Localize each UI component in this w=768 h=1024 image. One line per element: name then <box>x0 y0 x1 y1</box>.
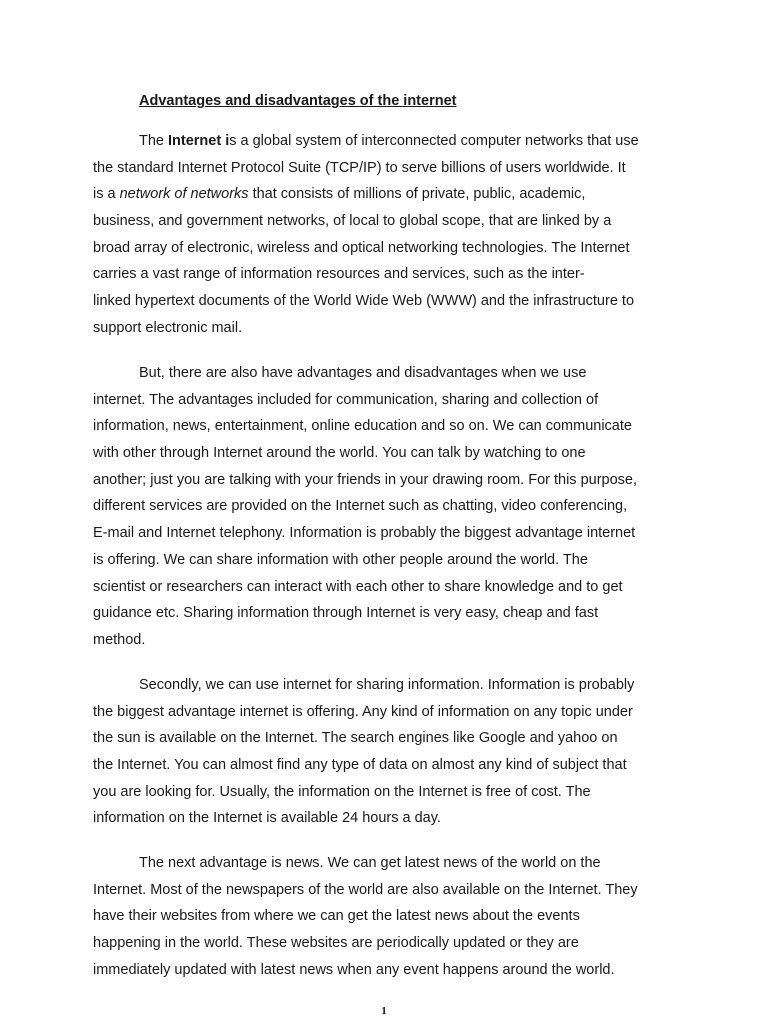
text-line: you are looking for. Usually, the information on the Internet is free of cost. The <box>93 783 591 800</box>
text-line: support electronic mail. <box>93 319 243 336</box>
document-title: Advantages and disadvantages of the internet <box>139 93 457 109</box>
text-line: method. <box>93 631 146 648</box>
italic-term: network of networks <box>119 186 249 203</box>
page-number: 1 <box>381 1005 387 1017</box>
text-line: business, and government networks, of local to global scope, that are linked by a <box>93 213 612 230</box>
text-line: guidance etc. Sharing information through Internet is very easy, cheap and fast <box>93 605 599 622</box>
paragraph-news <box>93 850 693 983</box>
text-line: the sun is available on the Internet. The search engines like Google and yahoo on <box>93 730 618 747</box>
text-line: different services are provided on the Internet such as chatting, video conferencing, <box>93 498 628 515</box>
paragraph-advantages <box>93 360 693 654</box>
text-line: The Internet is a global system of interconnected computer networks that use <box>139 133 639 149</box>
bold-term: Internet i <box>168 133 230 149</box>
text-line: information, news, entertainment, online education and so on. We can communicate <box>93 418 632 435</box>
text-line: scientist or researchers can interact with each other to share knowledge and to get <box>93 578 623 595</box>
text-line: E-mail and Internet telephony. Information is probably the biggest advantage internet <box>93 525 636 542</box>
text-line: the biggest advantage internet is offering. Any kind of information on any topic under <box>93 703 633 720</box>
text-line: Internet. Most of the newspapers of the world are also available on the Internet. They <box>93 881 638 898</box>
text-line: immediately updated with latest news when any event happens around the world. <box>93 961 615 978</box>
text-line: another; just you are talking with your friends in your drawing room. For this purpose, <box>93 471 638 488</box>
text-line: is offering. We can share information with other people around the world. The <box>93 551 588 568</box>
text-line: Secondly, we can use internet for sharing information. Information is probably <box>139 677 635 693</box>
text-line: The next advantage is news. We can get latest news of the world on the <box>139 855 601 871</box>
text-line: broad array of electronic, wireless and optical networking technologies. The Internet <box>93 239 630 256</box>
text-line: the Internet. You can almost find any type of data on almost any kind of subject that <box>93 757 627 774</box>
text-line: carries a vast range of information resources and services, such as the inter- <box>93 266 585 283</box>
text-line: But, there are also have advantages and disadvantages when we use <box>139 365 587 381</box>
text-line: the standard Internet Protocol Suite (TCP/IP) to serve billions of users worldwide. It <box>93 159 626 176</box>
text-line: linked hypertext documents of the World Wide Web (WWW) and the infrastructure to <box>93 293 635 310</box>
text-line: have their websites from where we can get the latest news about the events <box>93 908 580 925</box>
text-line: with other through Internet around the world. You can talk by watching to one <box>93 445 586 462</box>
paragraph-sharing-information <box>93 672 693 832</box>
text-line: is a network of networks that consists of millions of private, public, academic, <box>93 186 586 203</box>
paragraph-intro <box>93 128 693 342</box>
text-line: internet. The advantages included for communication, sharing and collection of <box>93 391 599 408</box>
text-line: information on the Internet is available 24 hours a day. <box>93 810 441 827</box>
text-line: happening in the world. These websites are periodically updated or they are <box>93 935 579 952</box>
